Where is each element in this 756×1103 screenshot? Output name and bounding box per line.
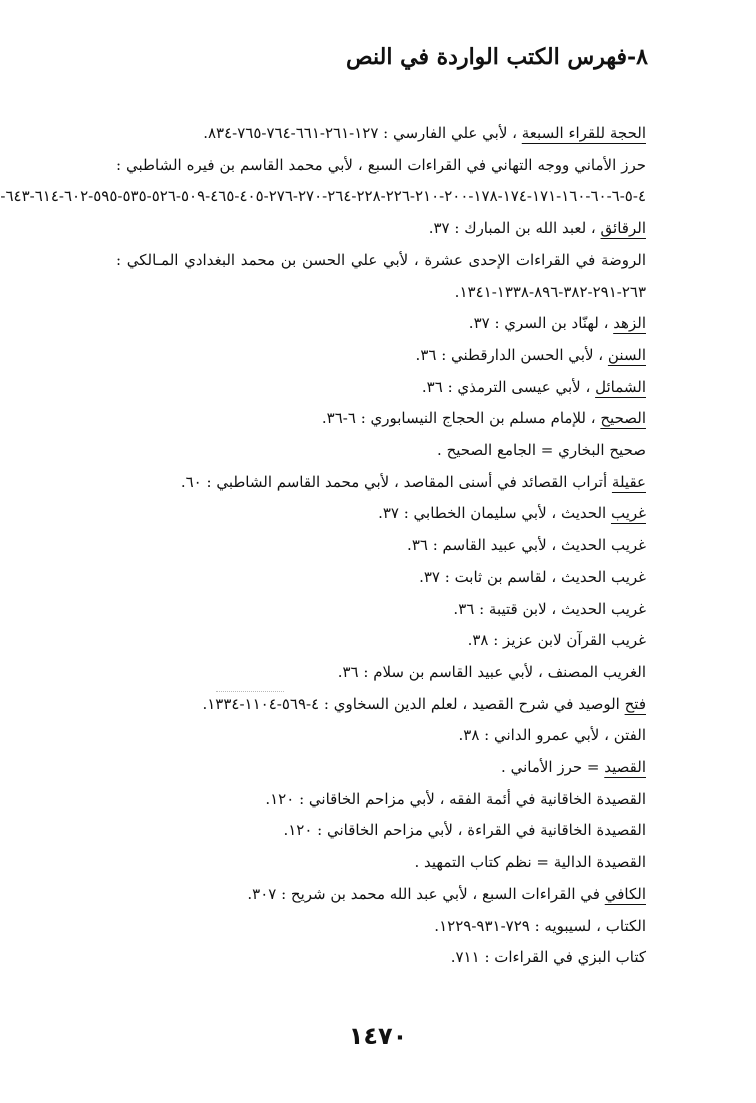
index-entry: [116, 720, 646, 752]
entry-text: القصيدة الدالية = نظم كتاب التمهيد .: [414, 853, 646, 872]
index-entry: [116, 942, 646, 974]
index-entry: [116, 562, 646, 594]
entry-text: صحيح البخاري = الجامع الصحيح .: [437, 441, 646, 460]
index-entry: [116, 118, 646, 150]
index-entry: [116, 435, 646, 467]
entry-text: غريب الحديث ، لقاسم بن ثابت : ٣٧.: [419, 567, 646, 586]
entry-heading-word: الصحيح: [600, 409, 646, 428]
entry-text: الكتاب ، لسيبويه : ٧٢٩-٩٣١-١٢٢٩.: [434, 916, 646, 935]
entry-heading-word: غريب: [610, 504, 646, 523]
index-entry: [116, 879, 646, 911]
index-entry: [116, 340, 646, 372]
entry-text: = حرز الأماني .: [501, 758, 605, 777]
index-entry: [116, 594, 646, 626]
entry-heading-word: عقيلة: [611, 472, 646, 491]
entry-heading-word: القصيد: [604, 758, 646, 777]
index-entries-list: [0, 118, 647, 974]
entry-text: الغريب المصنف ، لأبي عبيد القاسم بن سلام : ٣٦.: [337, 662, 646, 681]
page-header: ٨-فهرس الكتب الواردة في النص: [346, 44, 648, 70]
entry-text: حرز الأماني ووجه التهاني في القراءات السبع ، لأبي محمد القاسم بن فيره الشاطبي : ٤-٥-٦-٦٠-١٦٠-١٧١-١٧٤-١٧٨-٢٠٠-٢١٠-٢٢٦-٢٢٨-٢٦٤-٢٧٠-٢٧٦-٤٠٥-٤٦٥-٥٠٩-٥٢٦-٥٣٥-٥٩٥-٦٠٢-٦١٤-٦٤٣-: [0, 155, 647, 206]
entry-text: كتاب البزي في القراءات : ٧١١.: [450, 948, 646, 967]
index-entry: [116, 847, 646, 879]
entry-text: الوصيد في شرح القصيد ، لعلم الدين السخاوي : ٤-٥٦٩-١١٠٤-١٣٣٤.: [202, 694, 625, 713]
entry-heading-word: الرقائق: [600, 219, 646, 238]
index-entry: [116, 784, 646, 816]
index-entry: [0, 150, 647, 213]
entry-text: ، لأبي الحسن الدارقطني : ٣٦.: [415, 345, 608, 364]
index-entry: [116, 911, 646, 943]
entry-text: ، لأبي علي الفارسي : ١٢٧-٢٦١-٦٦١-٧٦٤-٧٦٥-٨٣٤.: [203, 124, 522, 142]
entry-text: الحديث ، لأبي سليمان الخطابي : ٣٧.: [378, 504, 611, 523]
index-entry: [116, 467, 646, 499]
index-entry: [116, 372, 646, 404]
scan-speck: [216, 691, 284, 693]
entry-text: غريب الحديث ، لأبي عبيد القاسم : ٣٦.: [407, 536, 646, 555]
entry-text: في القراءات السبع ، لأبي عبد الله محمد بن شريح : ٣٠٧.: [247, 884, 605, 903]
entry-text: ، لعبد الله بن المبارك : ٣٧.: [428, 219, 601, 238]
index-entry: [116, 657, 646, 689]
entry-text: غريب القرآن لابن عزيز : ٣٨.: [467, 631, 646, 650]
index-entry: [116, 308, 646, 340]
entry-text: أتراب القصائد في أسنى المقاصد ، لأبي محمد القاسم الشاطبي : ٦٠.: [180, 472, 612, 491]
entry-text: الروضة في القراءات الإحدى عشرة ، لأبي علي الحسن بن محمد البغدادي المـالكي : ٢٦٣-٢٩١-٣٨٢-٨٩٦-١٣٣٨-١٣٤١.: [116, 250, 646, 301]
index-entry: [116, 625, 646, 657]
entry-heading-word: الزهد: [613, 314, 646, 333]
index-entry: [116, 752, 646, 784]
entry-heading-word: الحجة للقراء السبعة: [521, 124, 646, 142]
entry-text: الفتن ، لأبي عمرو الداني : ٣٨.: [458, 726, 646, 745]
index-entry: [116, 815, 646, 847]
index-entry: [116, 689, 646, 721]
entry-heading-word: الشمائل: [595, 377, 646, 396]
index-entry: [116, 245, 646, 308]
page-number: ١٤٧٠: [348, 1022, 408, 1050]
index-entry: [116, 530, 646, 562]
entry-text: القصيدة الخاقانية في القراءة ، لأبي مزاحم الخاقاني : ١٢٠.: [283, 821, 646, 840]
index-entry: [116, 403, 646, 435]
index-entry: [116, 498, 646, 530]
entry-text: غريب الحديث ، لابن قتيبة : ٣٦.: [453, 599, 646, 618]
entry-text: القصيدة الخاقانية في أئمة الفقه ، لأبي مزاحم الخاقاني : ١٢٠.: [265, 789, 646, 808]
entry-heading-word: الكافي: [604, 884, 646, 903]
entry-heading-word: السنن: [607, 345, 646, 364]
entry-text: ، لهنّاد بن السري : ٣٧.: [468, 314, 614, 333]
index-entry: [116, 213, 646, 245]
entry-text: ، للإمام مسلم بن الحجاج النيسابوري : ٦-٣٦.: [321, 409, 601, 428]
entry-heading-word: فتح: [624, 694, 646, 713]
entry-text: ، لأبي عيسى الترمذي : ٣٦.: [421, 377, 596, 396]
